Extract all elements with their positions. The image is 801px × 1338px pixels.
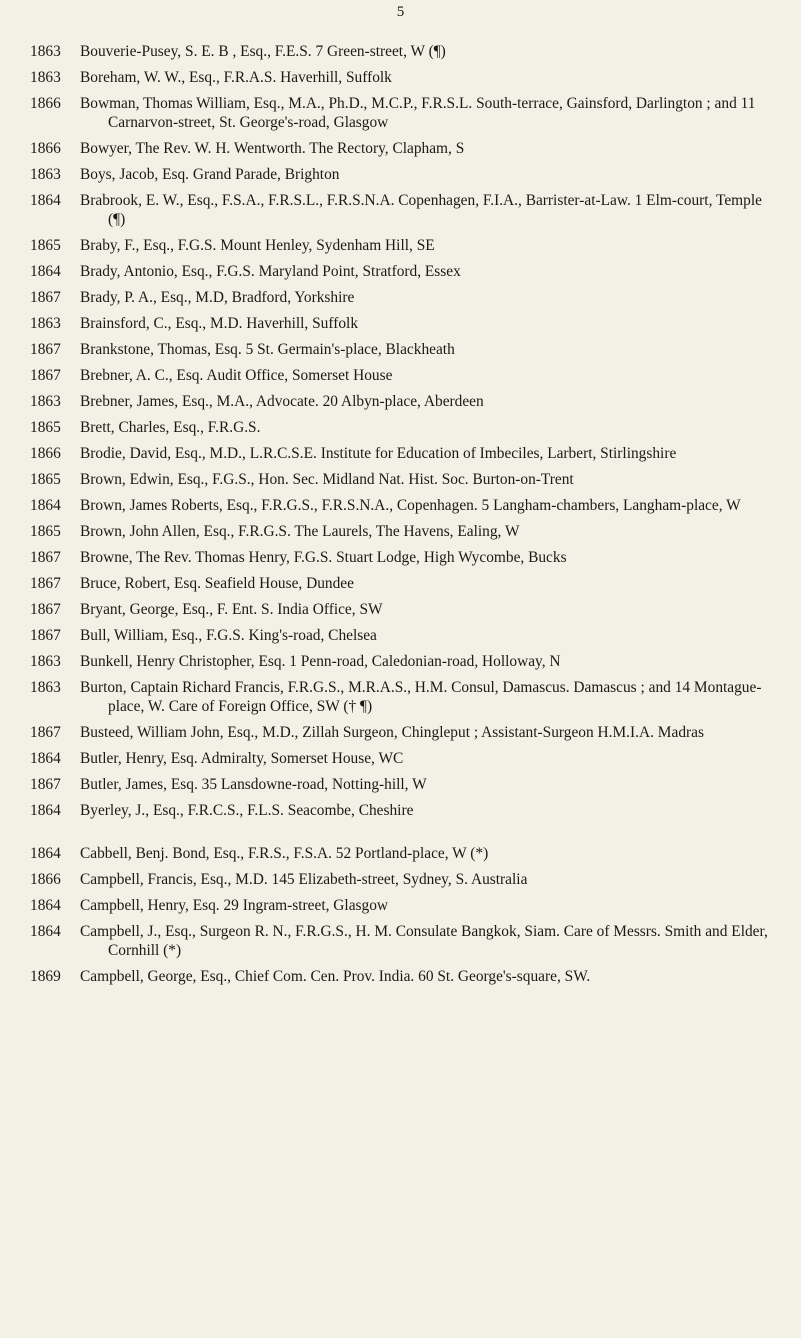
member-entry (30, 775, 772, 794)
entry-year: 1863 (30, 43, 61, 60)
member-entry (30, 42, 772, 61)
member-entry (30, 967, 772, 986)
member-entry (30, 844, 772, 863)
entry-year: 1867 (30, 575, 61, 592)
entry-text: Braby, F., Esq., F.G.S. Mount Henley, Sydenham Hill, SE (80, 237, 435, 254)
entry-text: Campbell, Francis, Esq., M.D. 145 Elizabeth-street, Sydney, S. Australia (80, 871, 528, 888)
entry-year: 1867 (30, 724, 61, 741)
entry-year: 1863 (30, 166, 61, 183)
member-entry (30, 262, 772, 281)
entry-text: Brodie, David, Esq., M.D., L.R.C.S.E. Institute for Education of Imbeciles, Larbert, Stirlingshire (80, 445, 677, 462)
member-entry (30, 366, 772, 385)
entry-year: 1866 (30, 445, 61, 462)
member-entry (30, 678, 772, 716)
entry-year: 1869 (30, 968, 61, 985)
entry-text: Bruce, Robert, Esq. Seafield House, Dundee (80, 575, 354, 592)
member-entry (30, 548, 772, 567)
entry-year: 1865 (30, 419, 61, 436)
entry-year: 1867 (30, 341, 61, 358)
member-entry (30, 600, 772, 619)
entry-text: Brebner, James, Esq., M.A., Advocate. 20 Albyn-place, Aberdeen (80, 393, 484, 410)
entry-year: 1867 (30, 601, 61, 618)
entry-text: Cabbell, Benj. Bond, Esq., F.R.S., F.S.A. 52 Portland-place, W (*) (80, 845, 489, 862)
entry-year: 1865 (30, 237, 61, 254)
member-entry (30, 340, 772, 359)
entry-year: 1864 (30, 845, 61, 862)
member-entry (30, 236, 772, 255)
entry-text: Campbell, Henry, Esq. 29 Ingram-street, Glasgow (80, 897, 389, 914)
entry-text: Bunkell, Henry Christopher, Esq. 1 Penn-road, Caledonian-road, Holloway, N (80, 653, 561, 670)
entry-year: 1864 (30, 923, 61, 940)
entry-year: 1867 (30, 289, 61, 306)
entry-text: Boys, Jacob, Esq. Grand Parade, Brighton (80, 166, 340, 183)
member-entry (30, 288, 772, 307)
member-entry (30, 896, 772, 915)
entry-year: 1867 (30, 776, 61, 793)
entry-text: Browne, The Rev. Thomas Henry, F.G.S. Stuart Lodge, High Wycombe, Bucks (80, 549, 567, 566)
entry-text: Brady, P. A., Esq., M.D, Bradford, Yorkshire (80, 289, 355, 306)
member-entry (30, 139, 772, 158)
member-entry (30, 626, 772, 645)
member-entry (30, 922, 772, 960)
entry-text: Brainsford, C., Esq., M.D. Haverhill, Suffolk (80, 315, 359, 332)
member-entry (30, 801, 772, 820)
entry-text: Brown, John Allen, Esq., F.R.G.S. The Laurels, The Havens, Ealing, W (80, 523, 520, 540)
entry-text: Byerley, J., Esq., F.R.C.S., F.L.S. Seacombe, Cheshire (80, 802, 414, 819)
member-entry (30, 749, 772, 768)
member-list (30, 42, 772, 993)
entry-text: Campbell, J., Esq., Surgeon R. N., F.R.G.S., H. M. Consulate Bangkok, Siam. Care of Messrs. Smith and Elder, Cornhill (*) (80, 923, 768, 959)
entry-year: 1863 (30, 393, 61, 410)
entry-text: Campbell, George, Esq., Chief Com. Cen. Prov. India. 60 St. George's-square, SW. (80, 968, 591, 985)
entry-year: 1866 (30, 140, 61, 157)
entry-year: 1864 (30, 802, 61, 819)
entry-year: 1866 (30, 95, 61, 112)
entry-year: 1867 (30, 367, 61, 384)
entry-year: 1865 (30, 471, 61, 488)
entry-text: Butler, Henry, Esq. Admiralty, Somerset House, WC (80, 750, 404, 767)
entry-text: Butler, James, Esq. 35 Lansdowne-road, Notting-hill, W (80, 776, 427, 793)
entry-year: 1867 (30, 549, 61, 566)
entry-year: 1863 (30, 653, 61, 670)
member-entry (30, 574, 772, 593)
entry-year: 1864 (30, 897, 61, 914)
entry-year: 1866 (30, 871, 61, 888)
entry-text: Brebner, A. C., Esq. Audit Office, Somerset House (80, 367, 393, 384)
entry-text: Busteed, William John, Esq., M.D., Zillah Surgeon, Chingleput ; Assistant-Surgeon H.M.I.A. Madras (80, 724, 704, 741)
entry-year: 1864 (30, 497, 61, 514)
entry-text: Bouverie-Pusey, S. E. B , Esq., F.E.S. 7 Green-street, W (¶) (80, 43, 446, 60)
entry-year: 1863 (30, 69, 61, 86)
member-entry (30, 165, 772, 184)
entry-text: Brown, Edwin, Esq., F.G.S., Hon. Sec. Midland Nat. Hist. Soc. Burton-on-Trent (80, 471, 574, 488)
page-number: 5 (396, 4, 405, 20)
entry-year: 1864 (30, 192, 61, 209)
entry-text: Brown, James Roberts, Esq., F.R.G.S., F.R.S.N.A., Copenhagen. 5 Langham-chambers, Langham-place, W (80, 497, 741, 514)
member-entry (30, 392, 772, 411)
member-entry (30, 444, 772, 463)
entry-text: Bryant, George, Esq., F. Ent. S. India Office, SW (80, 601, 383, 618)
entry-text: Bull, William, Esq., F.G.S. King's-road, Chelsea (80, 627, 377, 644)
member-entry (30, 522, 772, 541)
member-entry (30, 652, 772, 671)
entry-year: 1863 (30, 679, 61, 696)
member-entry (30, 723, 772, 742)
entry-year: 1864 (30, 750, 61, 767)
entry-year: 1867 (30, 627, 61, 644)
member-entry (30, 191, 772, 229)
entry-year: 1863 (30, 315, 61, 332)
entry-text: Boreham, W. W., Esq., F.R.A.S. Haverhill, Suffolk (80, 69, 392, 86)
entry-text: Brady, Antonio, Esq., F.G.S. Maryland Point, Stratford, Essex (80, 263, 461, 280)
member-entry (30, 496, 772, 515)
entry-text: Bowman, Thomas William, Esq., M.A., Ph.D., M.C.P., F.R.S.L. South-terrace, Gainsford, Darlington ; and 11 Carnarvon-street, St. George's-road, Glasgow (80, 95, 756, 131)
entry-text: Brabrook, E. W., Esq., F.S.A., F.R.S.L., F.R.S.N.A. Copenhagen, F.I.A., Barrister-at-Law. 1 Elm-court, Temple (¶) (80, 192, 762, 228)
member-entry (30, 314, 772, 333)
member-entry (30, 870, 772, 889)
entry-text: Bowyer, The Rev. W. H. Wentworth. The Rectory, Clapham, S (80, 140, 465, 157)
entry-year: 1864 (30, 263, 61, 280)
entry-text: Brett, Charles, Esq., F.R.G.S. (80, 419, 261, 436)
entry-year: 1865 (30, 523, 61, 540)
member-entry (30, 94, 772, 132)
entry-text: Burton, Captain Richard Francis, F.R.G.S., M.R.A.S., H.M. Consul, Damascus. Damascus ; and 14 Montague-place, W. Care of Foreign Office, SW († ¶) (80, 679, 762, 715)
member-entry (30, 418, 772, 437)
entry-text: Brankstone, Thomas, Esq. 5 St. Germain's-place, Blackheath (80, 341, 455, 358)
member-entry (30, 68, 772, 87)
member-entry (30, 470, 772, 489)
